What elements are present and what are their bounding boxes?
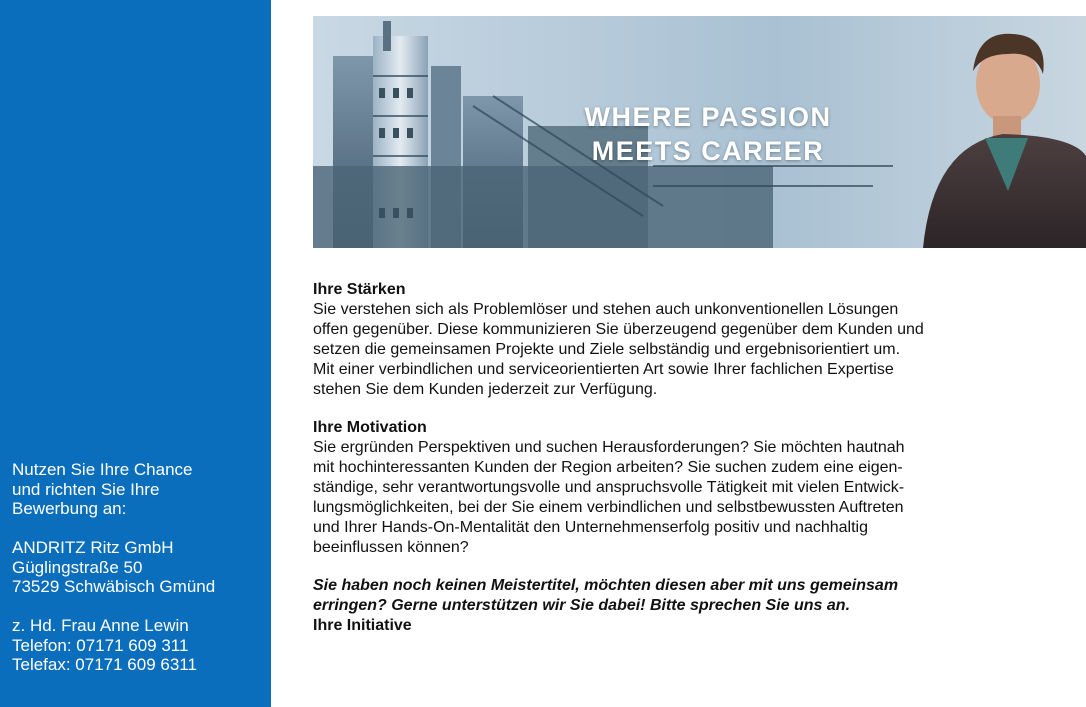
text-line: Sie verstehen sich als Problemlöser und stehen auch unkonventionellen Lösungen: [313, 301, 899, 318]
text-line: offen gegenüber. Diese kommunizieren Sie überzeugend gegenüber dem Kunden und: [313, 321, 924, 338]
text-line: mit hochinteressanten Kunden der Region arbeiten? Sie suchen zudem eine eigen-: [313, 459, 903, 476]
banner-slogan: [558, 100, 858, 168]
street-address: Güglingstraße 50: [12, 557, 143, 577]
intro-line: und richten Sie Ihre: [12, 479, 160, 499]
section-body: [313, 300, 1073, 400]
text-line: und Ihrer Hands-On-Mentalität den Unternehmenserfolg positiv und nachhaltig: [313, 519, 868, 536]
phone-number: Telefon: 07171 609 311: [12, 635, 189, 655]
text-line: stehen Sie dem Kunden jederzeit zur Verfügung.: [313, 381, 658, 398]
job-description: [313, 280, 1073, 636]
slogan-line: WHERE PASSION: [584, 102, 832, 132]
contact-person: z. Hd. Frau Anne Lewin: [12, 616, 189, 635]
company-name: ANDRITZ Ritz GmbH: [12, 538, 174, 557]
text-line: setzen die gemeinsamen Projekte und Ziele selbständig und ergebnisorientiert um.: [313, 341, 901, 358]
postal-city: 73529 Schwäbisch Gmünd: [12, 577, 216, 596]
section-motivation: [313, 418, 1073, 558]
intro-line: Bewerbung an:: [12, 499, 127, 518]
section-heading: Ihre Stärken: [313, 281, 406, 298]
career-banner: [313, 16, 1086, 248]
master-title-callout: [313, 576, 1073, 616]
application-contact: [12, 460, 267, 675]
fax-number: Telefax: 07171 609 6311: [12, 655, 197, 674]
text-line: Sie haben noch keinen Meistertitel, möchten diesen aber mit uns gemeinsam: [313, 577, 899, 594]
section-strengths: [313, 280, 1073, 400]
text-line: erringen? Gerne unterstützen wir Sie dabei! Bitte sprechen Sie uns an.: [313, 597, 851, 614]
text-line: ständige, sehr verantwortungsvolle und anspruchsvolle Tätigkeit mit vielen Entwick-: [313, 479, 905, 496]
text-line: Mit einer verbindlichen und serviceorientierten Art sowie Ihrer fachlichen Expertise: [313, 361, 894, 378]
text-line: lungsmöglichkeiten, bei der Sie einem verbindlichen und selbstbewussten Auftreten: [313, 499, 904, 516]
section-heading: Ihre Motivation: [313, 419, 427, 436]
text-line: beeinflussen können?: [313, 539, 469, 556]
intro-line: Nutzen Sie Ihre Chance: [12, 460, 193, 479]
sidebar: [0, 0, 271, 707]
slogan-line: MEETS CAREER: [591, 136, 825, 166]
section-body: [313, 438, 1073, 558]
text-line: Sie ergründen Perspektiven und suchen Herausforderungen? Sie möchten hautnah: [313, 439, 905, 456]
section-heading-initiative: Ihre Initiative: [313, 617, 412, 634]
